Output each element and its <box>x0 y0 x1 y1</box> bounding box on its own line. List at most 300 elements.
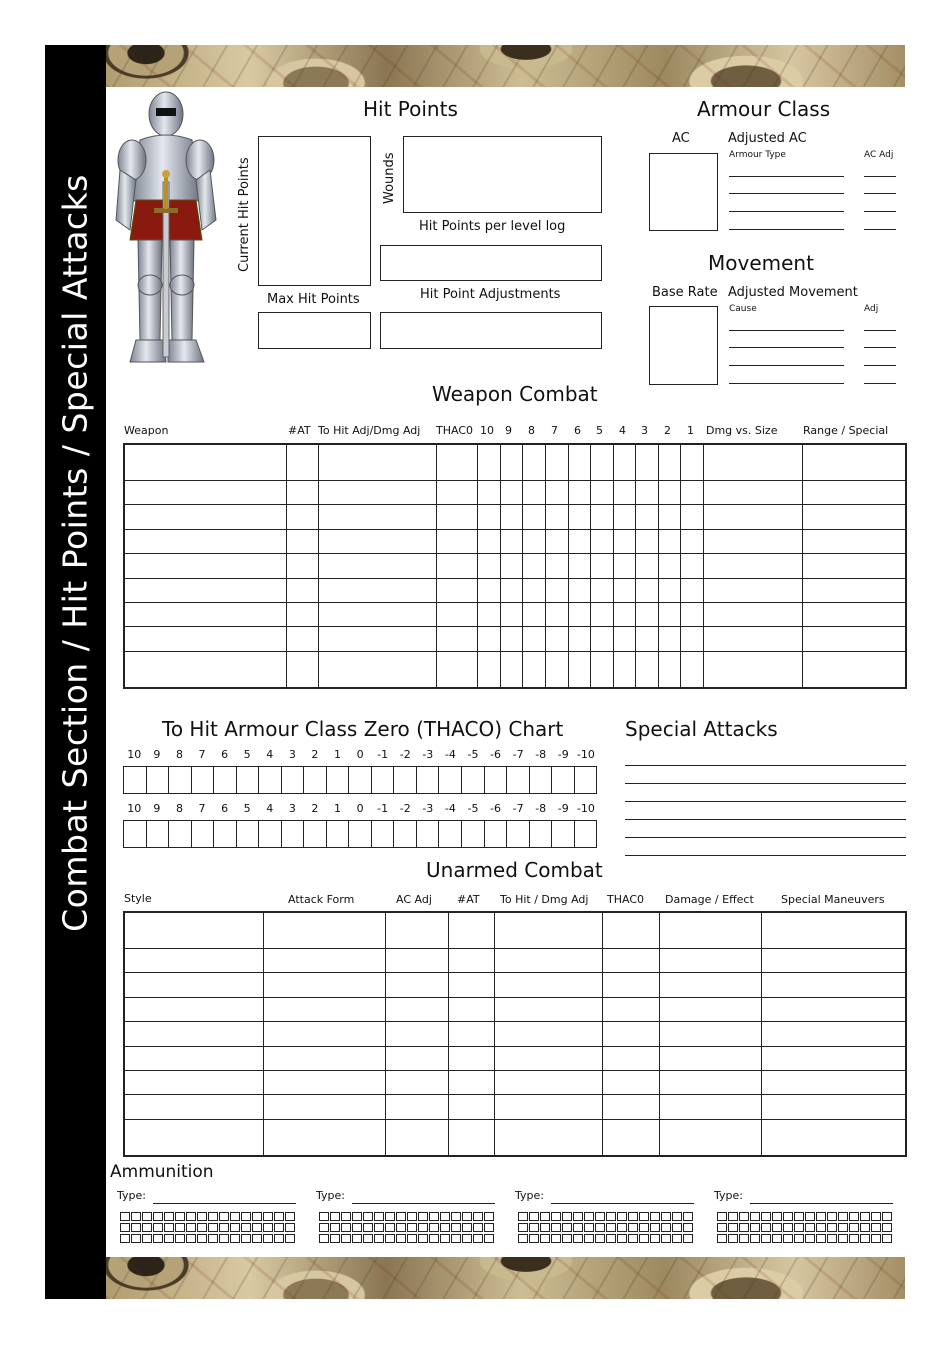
ammo-checkbox[interactable] <box>827 1212 837 1221</box>
unarmed-cell[interactable] <box>448 1095 494 1119</box>
ammo-checkbox[interactable] <box>175 1212 185 1221</box>
weapon-cell[interactable] <box>318 603 436 627</box>
thaco-cell[interactable] <box>192 821 215 847</box>
weapon-cell[interactable] <box>703 505 802 529</box>
ammo-checkbox[interactable] <box>816 1212 826 1221</box>
ammo-checkbox[interactable] <box>230 1223 240 1232</box>
ac-adj-line[interactable] <box>864 229 896 230</box>
weapon-cell[interactable] <box>658 444 680 481</box>
thaco-cell[interactable] <box>169 821 192 847</box>
hit-point-adjustments-box[interactable] <box>380 312 602 349</box>
special-attacks-line[interactable] <box>625 819 906 820</box>
ammo-checkbox[interactable] <box>142 1234 152 1243</box>
ammo-checkbox[interactable] <box>562 1212 572 1221</box>
weapon-cell[interactable] <box>635 578 658 602</box>
cause-line[interactable] <box>729 330 844 331</box>
cause-line[interactable] <box>729 383 844 384</box>
ammo-checkbox[interactable] <box>783 1212 793 1221</box>
ammo-checkbox[interactable] <box>838 1234 848 1243</box>
unarmed-cell[interactable] <box>385 949 448 973</box>
ammo-checkbox[interactable] <box>363 1234 373 1243</box>
weapon-cell[interactable] <box>680 444 703 481</box>
ammo-checkbox[interactable] <box>838 1223 848 1232</box>
ammo-checkbox[interactable] <box>882 1223 892 1232</box>
weapon-cell[interactable] <box>477 627 500 651</box>
weapon-cell[interactable] <box>802 627 906 651</box>
thaco-cell[interactable] <box>304 767 327 793</box>
ammo-checkbox[interactable] <box>175 1234 185 1243</box>
ammo-checkbox[interactable] <box>595 1212 605 1221</box>
weapon-cell[interactable] <box>590 554 613 578</box>
weapon-cell[interactable] <box>590 529 613 553</box>
weapon-cell[interactable] <box>658 627 680 651</box>
ammo-checkbox[interactable] <box>164 1223 174 1232</box>
unarmed-cell[interactable] <box>448 997 494 1021</box>
ammo-checkbox[interactable] <box>529 1223 539 1232</box>
ammo-type-line[interactable] <box>551 1203 694 1204</box>
weapon-cell[interactable] <box>613 651 635 688</box>
weapon-cell[interactable] <box>703 529 802 553</box>
thaco-cell[interactable] <box>169 767 192 793</box>
ammo-checkbox[interactable] <box>739 1212 749 1221</box>
unarmed-cell[interactable] <box>448 1046 494 1070</box>
unarmed-cell[interactable] <box>602 1119 659 1156</box>
ammo-checkbox[interactable] <box>274 1212 284 1221</box>
ammo-checkbox[interactable] <box>860 1212 870 1221</box>
ammo-checkbox[interactable] <box>683 1223 693 1232</box>
ammo-checkbox[interactable] <box>783 1223 793 1232</box>
weapon-cell[interactable] <box>568 529 590 553</box>
ac-adj-line[interactable] <box>864 176 896 177</box>
ammo-checkbox[interactable] <box>816 1234 826 1243</box>
weapon-cell[interactable] <box>658 529 680 553</box>
ammo-checkbox[interactable] <box>330 1223 340 1232</box>
ammo-checkbox[interactable] <box>440 1212 450 1221</box>
weapon-cell[interactable] <box>802 554 906 578</box>
ammo-checkbox[interactable] <box>606 1212 616 1221</box>
weapon-cell[interactable] <box>635 651 658 688</box>
weapon-cell[interactable] <box>436 603 477 627</box>
unarmed-cell[interactable] <box>448 1022 494 1046</box>
current-hit-points-box[interactable] <box>258 136 371 286</box>
ammo-checkbox[interactable] <box>672 1234 682 1243</box>
ammo-checkbox[interactable] <box>363 1223 373 1232</box>
unarmed-cell[interactable] <box>659 1119 761 1156</box>
ammo-checkbox[interactable] <box>562 1234 572 1243</box>
unarmed-cell[interactable] <box>263 997 385 1021</box>
weapon-cell[interactable] <box>477 554 500 578</box>
ammo-checkbox[interactable] <box>418 1212 428 1221</box>
ammo-checkbox[interactable] <box>827 1234 837 1243</box>
unarmed-cell[interactable] <box>602 1046 659 1070</box>
weapon-cell[interactable] <box>590 627 613 651</box>
ammo-checkbox[interactable] <box>473 1234 483 1243</box>
weapon-cell[interactable] <box>568 627 590 651</box>
ammo-checkbox[interactable] <box>451 1234 461 1243</box>
ammo-checkbox[interactable] <box>728 1212 738 1221</box>
weapon-cell[interactable] <box>522 578 545 602</box>
unarmed-cell[interactable] <box>385 1071 448 1095</box>
thaco-cell[interactable] <box>394 767 417 793</box>
weapon-cell[interactable] <box>318 554 436 578</box>
special-attacks-line[interactable] <box>625 837 906 838</box>
weapon-cell[interactable] <box>590 444 613 481</box>
ammo-checkbox[interactable] <box>407 1212 417 1221</box>
unarmed-cell[interactable] <box>263 1119 385 1156</box>
ammo-checkbox[interactable] <box>484 1234 494 1243</box>
weapon-cell[interactable] <box>703 651 802 688</box>
unarmed-cell[interactable] <box>263 1022 385 1046</box>
ammo-checkbox[interactable] <box>794 1234 804 1243</box>
ammo-checkbox[interactable] <box>871 1212 881 1221</box>
weapon-cell[interactable] <box>802 603 906 627</box>
weapon-cell[interactable] <box>703 578 802 602</box>
weapon-cell[interactable] <box>568 481 590 505</box>
weapon-cell[interactable] <box>522 627 545 651</box>
thaco-cell[interactable] <box>192 767 215 793</box>
thaco-cell[interactable] <box>327 821 350 847</box>
weapon-cell[interactable] <box>477 578 500 602</box>
weapon-cell[interactable] <box>522 505 545 529</box>
weapon-cell[interactable] <box>635 554 658 578</box>
weapon-cell[interactable] <box>545 481 568 505</box>
unarmed-cell[interactable] <box>494 973 602 997</box>
weapon-cell[interactable] <box>590 578 613 602</box>
thaco-cell[interactable] <box>214 821 237 847</box>
thaco-cell[interactable] <box>282 821 305 847</box>
ammo-checkbox[interactable] <box>761 1223 771 1232</box>
ammo-checkbox[interactable] <box>540 1234 550 1243</box>
unarmed-cell[interactable] <box>602 973 659 997</box>
ac-adj-line[interactable] <box>864 211 896 212</box>
special-attacks-line[interactable] <box>625 783 906 784</box>
thaco-cell[interactable] <box>394 821 417 847</box>
unarmed-cell[interactable] <box>659 1095 761 1119</box>
ammo-checkbox[interactable] <box>484 1212 494 1221</box>
ammo-checkbox[interactable] <box>219 1223 229 1232</box>
ammo-checkbox[interactable] <box>153 1223 163 1232</box>
weapon-cell[interactable] <box>568 444 590 481</box>
thaco-cell[interactable] <box>485 767 508 793</box>
special-attacks-line[interactable] <box>625 765 906 766</box>
weapon-cell[interactable] <box>500 481 522 505</box>
ammo-checkbox[interactable] <box>849 1212 859 1221</box>
ammo-checkbox[interactable] <box>186 1234 196 1243</box>
weapon-cell[interactable] <box>613 554 635 578</box>
unarmed-cell[interactable] <box>761 949 906 973</box>
thaco-cell[interactable] <box>349 821 372 847</box>
unarmed-cell[interactable] <box>494 1119 602 1156</box>
weapon-cell[interactable] <box>635 627 658 651</box>
weapon-cell[interactable] <box>477 481 500 505</box>
weapon-cell[interactable] <box>436 481 477 505</box>
unarmed-cell[interactable] <box>385 1095 448 1119</box>
weapon-cell[interactable] <box>436 627 477 651</box>
special-attacks-line[interactable] <box>625 801 906 802</box>
unarmed-cell[interactable] <box>385 973 448 997</box>
hit-points-per-level-box[interactable] <box>380 245 602 281</box>
ammo-checkbox[interactable] <box>683 1234 693 1243</box>
ammo-checkbox[interactable] <box>385 1212 395 1221</box>
ammo-checkbox[interactable] <box>871 1234 881 1243</box>
weapon-cell[interactable] <box>590 481 613 505</box>
weapon-cell[interactable] <box>680 554 703 578</box>
weapon-cell[interactable] <box>500 603 522 627</box>
ammo-checkbox[interactable] <box>739 1223 749 1232</box>
ammo-checkbox[interactable] <box>551 1223 561 1232</box>
thaco-cell[interactable] <box>507 821 530 847</box>
weapon-cell[interactable] <box>568 554 590 578</box>
weapon-cell[interactable] <box>522 529 545 553</box>
ammo-checkbox[interactable] <box>274 1223 284 1232</box>
unarmed-cell[interactable] <box>761 1119 906 1156</box>
ammo-checkbox[interactable] <box>639 1212 649 1221</box>
weapon-cell[interactable] <box>568 578 590 602</box>
unarmed-cell[interactable] <box>263 1046 385 1070</box>
weapon-cell[interactable] <box>680 627 703 651</box>
weapon-cell[interactable] <box>613 444 635 481</box>
unarmed-cell[interactable] <box>448 912 494 949</box>
ammo-checkbox[interactable] <box>871 1223 881 1232</box>
unarmed-cell[interactable] <box>263 949 385 973</box>
unarmed-cell[interactable] <box>448 949 494 973</box>
unarmed-cell[interactable] <box>761 1095 906 1119</box>
weapon-cell[interactable] <box>500 444 522 481</box>
thaco-cell[interactable] <box>530 767 553 793</box>
unarmed-cell[interactable] <box>385 912 448 949</box>
weapon-cell[interactable] <box>613 578 635 602</box>
thaco-cell[interactable] <box>282 767 305 793</box>
ammo-checkbox[interactable] <box>551 1212 561 1221</box>
ammo-checkbox[interactable] <box>473 1223 483 1232</box>
ammo-checkbox[interactable] <box>330 1234 340 1243</box>
ac-adj-line[interactable] <box>864 193 896 194</box>
weapon-cell[interactable] <box>703 627 802 651</box>
weapon-cell[interactable] <box>286 554 318 578</box>
ammo-checkbox[interactable] <box>175 1223 185 1232</box>
weapon-cell[interactable] <box>802 651 906 688</box>
ammo-checkbox[interactable] <box>352 1212 362 1221</box>
thaco-cell[interactable] <box>214 767 237 793</box>
ammo-checkbox[interactable] <box>219 1212 229 1221</box>
thaco-cell[interactable] <box>124 767 147 793</box>
ammo-checkbox[interactable] <box>341 1212 351 1221</box>
ammo-checkbox[interactable] <box>374 1212 384 1221</box>
unarmed-cell[interactable] <box>494 1022 602 1046</box>
ammo-checkbox[interactable] <box>263 1212 273 1221</box>
weapon-cell[interactable] <box>318 444 436 481</box>
weapon-cell[interactable] <box>590 651 613 688</box>
ammo-checkbox[interactable] <box>650 1212 660 1221</box>
weapon-cell[interactable] <box>703 481 802 505</box>
weapon-cell[interactable] <box>124 603 286 627</box>
unarmed-cell[interactable] <box>659 973 761 997</box>
unarmed-cell[interactable] <box>602 1095 659 1119</box>
weapon-cell[interactable] <box>635 481 658 505</box>
weapon-cell[interactable] <box>703 603 802 627</box>
weapon-cell[interactable] <box>613 505 635 529</box>
ammo-checkbox[interactable] <box>739 1234 749 1243</box>
weapon-cell[interactable] <box>545 444 568 481</box>
weapon-cell[interactable] <box>500 554 522 578</box>
movement-adj-line[interactable] <box>864 347 896 348</box>
thaco-cell[interactable] <box>327 767 350 793</box>
ammo-checkbox[interactable] <box>882 1234 892 1243</box>
ammo-checkbox[interactable] <box>750 1223 760 1232</box>
unarmed-cell[interactable] <box>761 1046 906 1070</box>
ammo-checkbox[interactable] <box>120 1212 130 1221</box>
weapon-cell[interactable] <box>680 505 703 529</box>
ammo-checkbox[interactable] <box>860 1234 870 1243</box>
unarmed-cell[interactable] <box>761 1071 906 1095</box>
ammo-checkbox[interactable] <box>717 1234 727 1243</box>
weapon-cell[interactable] <box>802 481 906 505</box>
ammo-checkbox[interactable] <box>761 1234 771 1243</box>
weapon-cell[interactable] <box>318 505 436 529</box>
thaco-cell[interactable] <box>304 821 327 847</box>
weapon-cell[interactable] <box>124 529 286 553</box>
ammo-checkbox[interactable] <box>352 1223 362 1232</box>
weapon-cell[interactable] <box>545 529 568 553</box>
unarmed-cell[interactable] <box>263 912 385 949</box>
ammo-checkbox[interactable] <box>849 1223 859 1232</box>
weapon-cell[interactable] <box>477 529 500 553</box>
weapon-cell[interactable] <box>522 444 545 481</box>
unarmed-cell[interactable] <box>602 1071 659 1095</box>
weapon-cell[interactable] <box>658 554 680 578</box>
weapon-cell[interactable] <box>568 505 590 529</box>
weapon-cell[interactable] <box>568 651 590 688</box>
unarmed-cell[interactable] <box>385 1046 448 1070</box>
unarmed-cell[interactable] <box>761 973 906 997</box>
ammo-checkbox[interactable] <box>573 1234 583 1243</box>
unarmed-cell[interactable] <box>494 1095 602 1119</box>
unarmed-cell[interactable] <box>602 997 659 1021</box>
thaco-cell[interactable] <box>372 821 395 847</box>
movement-adj-line[interactable] <box>864 330 896 331</box>
weapon-cell[interactable] <box>286 627 318 651</box>
cause-line[interactable] <box>729 347 844 348</box>
ammo-checkbox[interactable] <box>595 1234 605 1243</box>
weapon-cell[interactable] <box>286 651 318 688</box>
weapon-cell[interactable] <box>635 603 658 627</box>
ammo-checkbox[interactable] <box>330 1212 340 1221</box>
weapon-cell[interactable] <box>545 603 568 627</box>
ammo-checkbox[interactable] <box>396 1223 406 1232</box>
weapon-cell[interactable] <box>522 554 545 578</box>
ammo-checkbox[interactable] <box>153 1234 163 1243</box>
ammo-checkbox[interactable] <box>142 1212 152 1221</box>
weapon-cell[interactable] <box>590 603 613 627</box>
ammo-checkbox[interactable] <box>584 1223 594 1232</box>
ammo-checkbox[interactable] <box>606 1234 616 1243</box>
ammo-checkbox[interactable] <box>153 1212 163 1221</box>
unarmed-cell[interactable] <box>124 1046 263 1070</box>
ammo-checkbox[interactable] <box>341 1223 351 1232</box>
ammo-checkbox[interactable] <box>728 1234 738 1243</box>
ammo-checkbox[interactable] <box>197 1223 207 1232</box>
armour-type-line[interactable] <box>729 229 844 230</box>
weapon-cell[interactable] <box>613 603 635 627</box>
unarmed-cell[interactable] <box>659 997 761 1021</box>
ammo-checkbox[interactable] <box>120 1234 130 1243</box>
ammo-checkbox[interactable] <box>440 1234 450 1243</box>
thaco-cell[interactable] <box>439 821 462 847</box>
weapon-cell[interactable] <box>286 529 318 553</box>
ac-box[interactable] <box>649 153 718 231</box>
ammo-checkbox[interactable] <box>473 1212 483 1221</box>
weapon-cell[interactable] <box>613 481 635 505</box>
weapon-cell[interactable] <box>286 444 318 481</box>
ammo-checkbox[interactable] <box>617 1212 627 1221</box>
ammo-checkbox[interactable] <box>639 1234 649 1243</box>
ammo-checkbox[interactable] <box>396 1212 406 1221</box>
unarmed-cell[interactable] <box>761 912 906 949</box>
ammo-checkbox[interactable] <box>385 1223 395 1232</box>
weapon-cell[interactable] <box>658 578 680 602</box>
ammo-checkbox[interactable] <box>484 1223 494 1232</box>
weapon-cell[interactable] <box>318 529 436 553</box>
unarmed-cell[interactable] <box>659 1022 761 1046</box>
weapon-cell[interactable] <box>436 529 477 553</box>
movement-adj-line[interactable] <box>864 383 896 384</box>
armour-type-line[interactable] <box>729 193 844 194</box>
ammo-checkbox[interactable] <box>849 1234 859 1243</box>
weapon-cell[interactable] <box>318 651 436 688</box>
unarmed-cell[interactable] <box>659 1071 761 1095</box>
weapon-cell[interactable] <box>658 603 680 627</box>
ammo-checkbox[interactable] <box>672 1223 682 1232</box>
ammo-checkbox[interactable] <box>661 1223 671 1232</box>
weapon-cell[interactable] <box>680 603 703 627</box>
ammo-checkbox[interactable] <box>407 1234 417 1243</box>
ammo-checkbox[interactable] <box>363 1212 373 1221</box>
weapon-cell[interactable] <box>286 578 318 602</box>
weapon-cell[interactable] <box>477 603 500 627</box>
ammo-checkbox[interactable] <box>794 1223 804 1232</box>
ammo-checkbox[interactable] <box>429 1234 439 1243</box>
ammo-checkbox[interactable] <box>728 1223 738 1232</box>
ammo-checkbox[interactable] <box>562 1223 572 1232</box>
ammo-checkbox[interactable] <box>672 1212 682 1221</box>
ammo-checkbox[interactable] <box>628 1223 638 1232</box>
ammo-checkbox[interactable] <box>462 1223 472 1232</box>
ammo-checkbox[interactable] <box>573 1223 583 1232</box>
weapon-cell[interactable] <box>500 529 522 553</box>
weapon-cell[interactable] <box>500 651 522 688</box>
unarmed-cell[interactable] <box>124 1022 263 1046</box>
weapon-cell[interactable] <box>436 444 477 481</box>
thaco-cell[interactable] <box>552 767 575 793</box>
unarmed-cell[interactable] <box>494 1046 602 1070</box>
thaco-cell[interactable] <box>530 821 553 847</box>
wounds-box[interactable] <box>403 136 602 213</box>
ammo-checkbox[interactable] <box>241 1212 251 1221</box>
ammo-checkbox[interactable] <box>230 1234 240 1243</box>
ammo-checkbox[interactable] <box>120 1223 130 1232</box>
ammo-checkbox[interactable] <box>252 1212 262 1221</box>
unarmed-cell[interactable] <box>124 1119 263 1156</box>
unarmed-cell[interactable] <box>494 949 602 973</box>
weapon-cell[interactable] <box>545 627 568 651</box>
ammo-checkbox[interactable] <box>650 1234 660 1243</box>
ammo-checkbox[interactable] <box>529 1234 539 1243</box>
ammo-checkbox[interactable] <box>882 1212 892 1221</box>
ammo-checkbox[interactable] <box>783 1234 793 1243</box>
armour-type-line[interactable] <box>729 211 844 212</box>
ammo-checkbox[interactable] <box>584 1212 594 1221</box>
weapon-cell[interactable] <box>477 651 500 688</box>
